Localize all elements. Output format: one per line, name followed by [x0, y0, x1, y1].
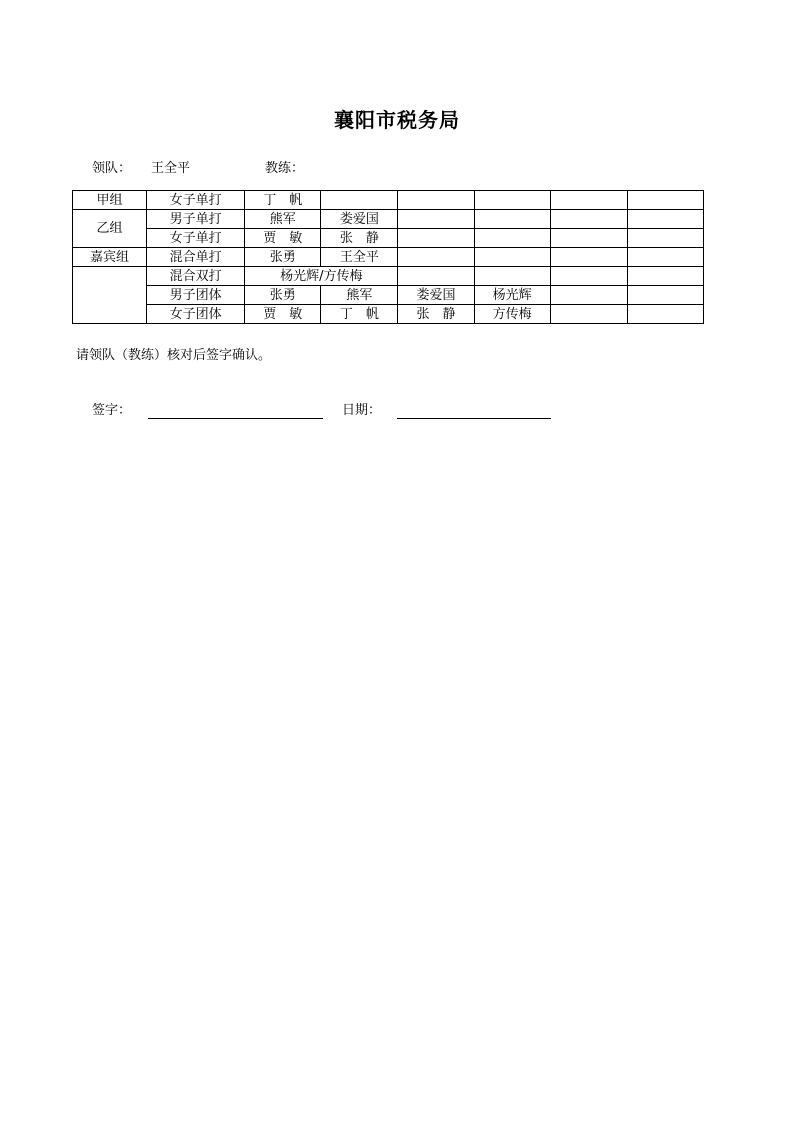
player-cell	[474, 191, 550, 210]
group-cell: 嘉宾组	[73, 248, 147, 267]
player-cell: 贾 敏	[245, 229, 321, 248]
player-cell: 张 静	[321, 229, 398, 248]
date-label: 日期：	[342, 403, 382, 418]
group-cell: 甲组	[73, 191, 147, 210]
table-row	[73, 229, 704, 248]
player-cell: 娄爱国	[398, 286, 474, 305]
player-cell	[550, 267, 627, 286]
player-cell	[398, 229, 474, 248]
leader-label: 领队：	[92, 161, 132, 176]
player-cell	[627, 229, 703, 248]
player-cell	[398, 248, 474, 267]
event-cell: 混合双打	[147, 267, 245, 286]
player-cell	[474, 229, 550, 248]
event-cell: 男子团体	[147, 286, 245, 305]
event-cell: 女子单打	[147, 191, 245, 210]
player-cell	[398, 210, 474, 229]
player-cell: 张勇	[245, 248, 321, 267]
player-cell: 丁 帆	[321, 305, 398, 324]
player-cell: 熊军	[321, 286, 398, 305]
player-cell	[550, 210, 627, 229]
player-cell	[474, 210, 550, 229]
player-cell	[474, 248, 550, 267]
document-title: 襄阳市税务局	[334, 108, 460, 132]
player-cell	[398, 267, 474, 286]
player-cell	[627, 267, 703, 286]
player-cell: 杨光辉/方传梅	[245, 267, 398, 286]
player-cell	[627, 248, 703, 267]
player-cell	[550, 286, 627, 305]
event-cell: 女子团体	[147, 305, 245, 324]
player-cell	[550, 305, 627, 324]
player-cell	[321, 191, 398, 210]
date-line	[397, 418, 551, 419]
table-row	[73, 267, 704, 286]
player-cell: 杨光辉	[474, 286, 550, 305]
table-row	[73, 286, 704, 305]
coach-label: 教练：	[265, 161, 305, 176]
table-row	[73, 305, 704, 324]
player-cell: 娄爱国	[321, 210, 398, 229]
event-cell: 混合单打	[147, 248, 245, 267]
player-cell	[550, 191, 627, 210]
player-cell	[550, 248, 627, 267]
signature-line	[148, 418, 323, 419]
player-cell	[474, 267, 550, 286]
confirmation-note: 请领队（教练）核对后签字确认。	[76, 348, 272, 363]
player-cell: 丁 帆	[245, 191, 321, 210]
table-row	[73, 210, 704, 229]
player-cell: 贾 敏	[245, 305, 321, 324]
event-cell: 男子单打	[147, 210, 245, 229]
roster-table	[72, 190, 704, 324]
group-cell	[73, 267, 147, 324]
player-cell	[627, 286, 703, 305]
table-row	[73, 191, 704, 210]
player-cell: 方传梅	[474, 305, 550, 324]
player-cell	[550, 229, 627, 248]
player-cell: 王全平	[321, 248, 398, 267]
player-cell: 熊军	[245, 210, 321, 229]
player-cell	[398, 191, 474, 210]
player-cell	[627, 210, 703, 229]
player-cell	[627, 191, 703, 210]
player-cell: 张 静	[398, 305, 474, 324]
event-cell: 女子单打	[147, 229, 245, 248]
signature-label: 签字：	[92, 403, 132, 418]
leader-name: 王全平	[151, 161, 191, 176]
player-cell	[627, 305, 703, 324]
group-cell: 乙组	[73, 210, 147, 248]
player-cell: 张勇	[245, 286, 321, 305]
table-row	[73, 248, 704, 267]
